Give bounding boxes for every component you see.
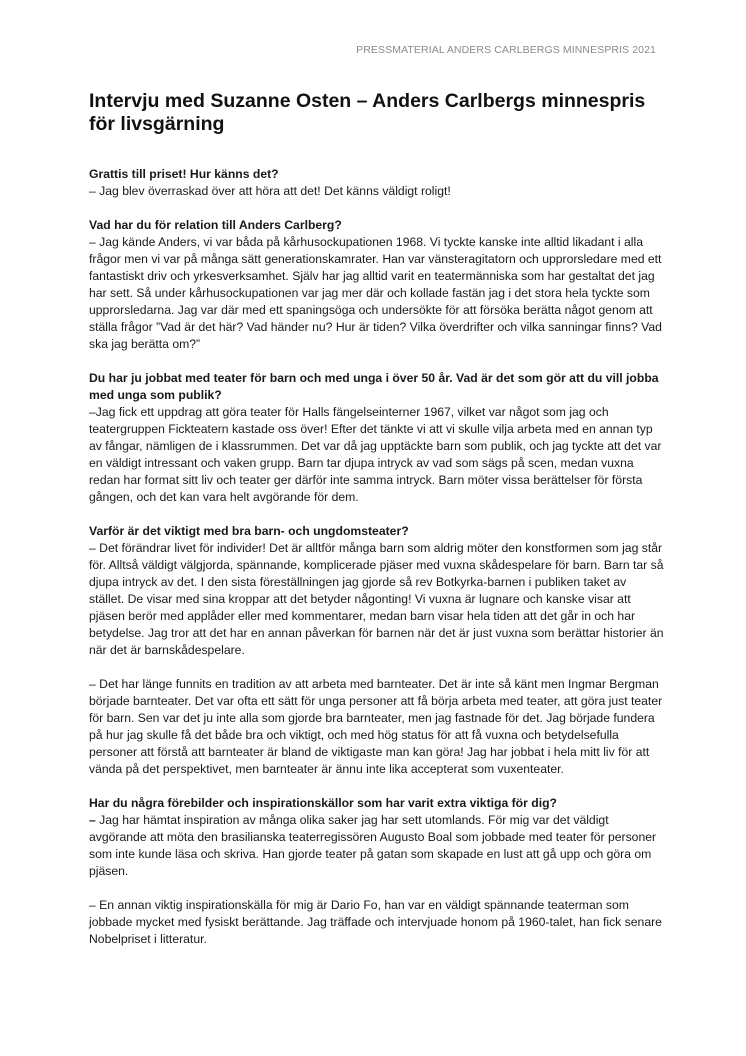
qa-block-3 (89, 370, 664, 506)
question-6: Har du några förebilder och inspirationskällor som har varit extra viktiga för dig? (89, 796, 557, 810)
answer-5: – Det har länge funnits en tradition av att arbeta med barnteater. Det är inte så känt men Ingmar Bergman började barnteater. Det var ofta ett sätt för unga personer att få börja arbeta med teater, att göra just teater för barn. Sen var det ju inte alla som gjorde bra barnteater, men jag fastnade för det. Jag började fundera på hur jag skulle få det både bra och viktigt, och med hög status för att få vuxna och betydelsefulla personer att förstå att barnteater är bland de viktigaste man kan göra! Jag har jobbat i hela mitt liv för att vända på det perspektivet, men barnteater är ännu inte lika accepterat som vuxenteater. (89, 677, 663, 776)
answer-4: – Det förändrar livet för individer! Det är alltför många barn som aldrig möter den konstformen som jag står för. Alltså väldigt välgjorda, spännande, komplicerade pjäser med vuxna skådespelare för barn. Barn tar så djupa intryck av det. I den sista föreställningen jag gjorde så rev Botkyrka-barnen i publiken taket av stället. De visar med sina kroppar att det betyder någonting! Vi vuxna är lugnare och kanske visar att pjäsen berör med applåder eller med kommentarer, medan barn visar hela tiden att det går in och har betydelse. Jag tror att det har en annan påverkan för barnen när det är just vuxna som berättar historier än när det är barnskådespelare. (89, 541, 664, 657)
document-header: PRESSMATERIAL ANDERS CARLBERGS MINNESPRIS 2021 (356, 44, 656, 56)
answer-3: –Jag fick ett uppdrag att göra teater för Halls fängelseinterner 1967, vilket var något som jag och teatergruppen Fickteatern kastade oss över! Efter det tänkte vi att vi skulle vilja arbeta med en annan typ av fångar, nämligen de i klassrummen. Det var då jag upptäckte barn som publik, och jag tyckte att det var en väldigt intressant och vaken grupp. Barn tar djupa intryck av vad som sägs på scen, medan vuxna redan har format sitt liv och teater ger därför inte samma intryck. Barn möter vissa berättelser för första gången, och det kan vara helt avgörande för dem. (89, 405, 662, 504)
qa-block-7 (89, 897, 664, 948)
question-4: Varför är det viktigt med bra barn- och ungdomsteater? (89, 524, 409, 538)
answer-1: – Jag blev överraskad över att höra att det! Det känns väldigt roligt! (89, 184, 451, 198)
article-title: Intervju med Suzanne Osten – Anders Carlbergs minnespris för livsgärning (89, 90, 646, 135)
question-2: Vad har du för relation till Anders Carlberg? (89, 218, 342, 232)
question-1: Grattis till priset! Hur känns det? (89, 167, 279, 181)
interview-body (89, 166, 664, 965)
answer-2: – Jag kände Anders, vi var båda på kårhusockupationen 1968. Vi tyckte kanske inte alltid likadant i alla frågor men vi var på många sätt generationskamrater. Han var vänsteragitatorn och upprorsledare med ett fantastiskt driv och yrkesverksamhet. Själv har jag alltid varit en teatermänniska som har gestaltat det jag har sett. Så under kårhusockupationen var jag mer där och kollade fastän jag i det stora hela tyckte som upprorsledarna. Jag var där med ett spaningsöga och undersökte för att försöka berätta något genom att ställa frågor ”Vad är det här? Vad händer nu? Hur är tiden? Vilka överdrifter och vilka sanningar finns? Vad ska jag berätta om?” (89, 235, 662, 351)
answer-7: – En annan viktig inspirationskälla för mig är Dario Fo, han var en väldigt spännande teaterman som jobbade mycket med fysiskt berättande. Jag träffade och intervjuade honom på 1960-talet, han fick senare Nobelpriset i litteratur. (89, 898, 662, 946)
answer-6-text: Jag har hämtat inspiration av många olika saker jag har sett utomlands. För mig var det väldigt avgörande att möta den brasilianska teaterregissören Augusto Boal som jobbade med teater för personer som inte kunde läsa och skriva. Han gjorde teater på gatan som skapade en lust att gå upp och göra om pjäsen. (89, 813, 657, 878)
qa-block-1 (89, 166, 664, 200)
qa-block-4 (89, 523, 664, 659)
answer-6 (89, 812, 664, 880)
qa-block-6 (89, 795, 664, 880)
question-3: Du har ju jobbat med teater för barn och med unga i över 50 år. Vad är det som gör att du vill jobba med unga som publik? (89, 371, 659, 402)
qa-block-5 (89, 676, 664, 778)
qa-block-2 (89, 217, 664, 353)
answer-6-dash: – (89, 813, 96, 827)
